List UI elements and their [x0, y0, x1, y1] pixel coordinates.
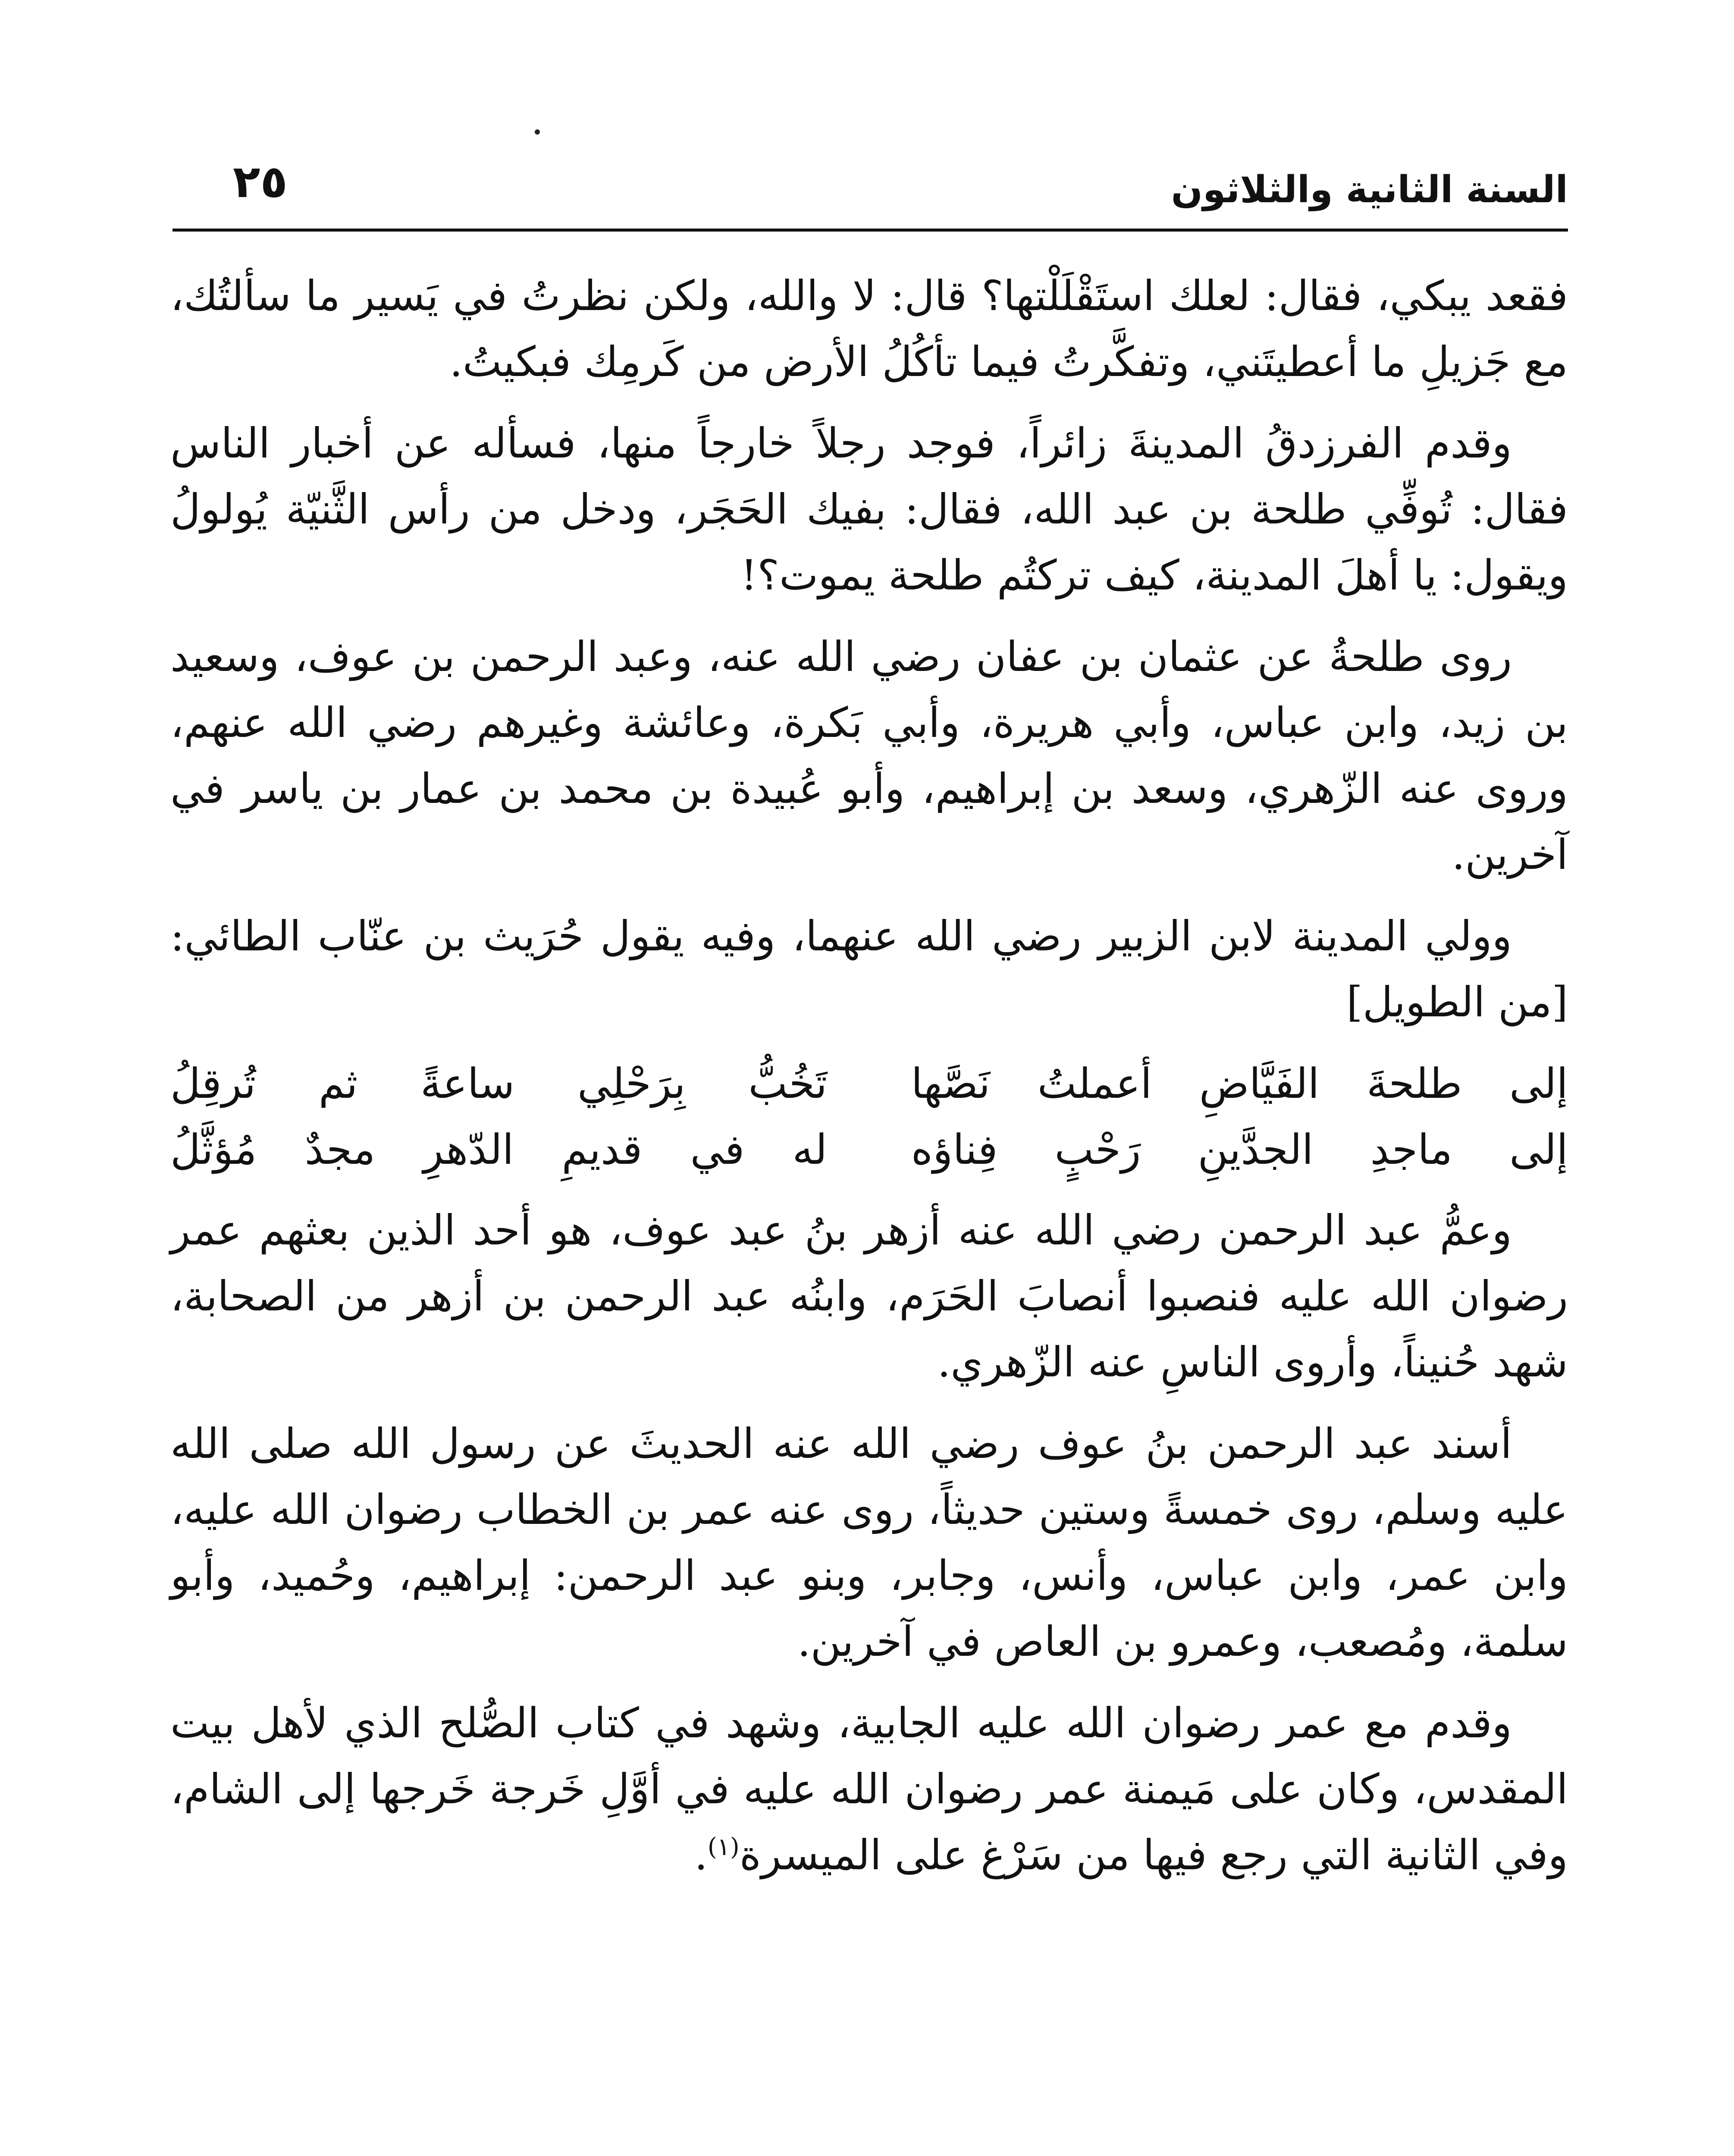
main-text	[170, 263, 1568, 1904]
paragraph: وولي المدينة لابن الزبير رضي الله عنهما، وفيه يقول حُرَيث بن عنّاب الطائي: [من الطويل]	[170, 912, 1568, 1026]
poem-verse	[170, 1051, 1568, 1117]
paragraph	[170, 1690, 1568, 1888]
paragraph: روى طلحةُ عن عثمان بن عفان رضي الله عنه، وعبد الرحمن بن عوف، وسعيد بن زيد، وابن عباس، وأبي هريرة، وأبي بَكرة، وعائشة وغيرهم رضي الله عنهم، وروى عنه الزّهري، وسعد بن إبراهيم، وأبو عُبيدة بن محمد بن عمار بن ياسر في آخرين.	[170, 633, 1568, 879]
poem-verse	[170, 1117, 1568, 1183]
running-title: السنة الثانية والثلاثون	[1171, 168, 1568, 211]
paragraph: وعمُّ عبد الرحمن رضي الله عنه أزهر بنُ عبد عوف، هو أحد الذين بعثهم عمر رضوان الله عليه فنصبوا أنصابَ الحَرَم، وابنُه عبد الرحمن بن أزهر من الصحابة، شهد حُنيناً، وأروى الناسِ عنه الزّهري.	[170, 1206, 1568, 1386]
page-number: ٢٥	[233, 155, 288, 208]
poem-hemistich-second: له في قديمِ الدّهرِ مجدٌ مُؤثَّلُ	[170, 1125, 828, 1174]
paragraph: وقدم الفرزدقُ المدينةَ زائراً، فوجد رجلاً خارجاً منها، فسأله عن أخبار الناس فقال: تُوفِّي طلحة بن عبد الله، فقال: بفيك الحَجَر، ودخل من رأس الثَّنيّة يُولولُ ويقول: يا أهلَ المدينة، كيف تركتُم طلحة يموت؟!	[170, 419, 1568, 599]
poem	[170, 1051, 1568, 1183]
paragraph-text: وقدم مع عمر رضوان الله عليه الجابية، وشهد في كتاب الصُّلح الذي لأهل بيت المقدس، وكان على مَيمنة عمر رضوان الله عليه في أوَّلِ خَرجة خَرجها إلى الشام، وفي الثانية التي رجع فيها من سَرْغ على الميسرة	[170, 1699, 1568, 1879]
poem-hemistich-second: تَخُبُّ بِرَحْلِي ساعةً ثم تُرقِلُ	[170, 1059, 828, 1108]
poem-hemistich-first: إلى طلحةَ الفَيَّاضِ أعملتُ نَصَّها	[911, 1059, 1568, 1108]
closing-period: .	[694, 1831, 708, 1879]
poem-hemistich-first: إلى ماجدِ الجدَّينِ رَحْبٍ فِناؤه	[911, 1125, 1568, 1174]
page-header	[172, 142, 1568, 232]
footnote-reference: (١)	[707, 1833, 740, 1861]
scan-speck	[535, 129, 540, 135]
paragraph: فقعد يبكي، فقال: لعلك استَقْلَلْتها؟ قال: لا والله، ولكن نظرتُ في يَسير ما سألتُك، مع جَزيلِ ما أعطيتَني، وتفكَّرتُ فيما تأكُلُ الأرض من كَرمِك فبكيتُ.	[170, 272, 1568, 386]
paragraph: أسند عبد الرحمن بنُ عوف رضي الله عنه الحديثَ عن رسول الله صلى الله عليه وسلم، روى خمسةً وستين حديثاً، روى عنه عمر بن الخطاب رضوان الله عليه، وابن عمر، وابن عباس، وأنس، وجابر، وبنو عبد الرحمن: إبراهيم، وحُميد، وأبو سلمة، ومُصعب، وعمرو بن العاص في آخرين.	[170, 1420, 1568, 1666]
